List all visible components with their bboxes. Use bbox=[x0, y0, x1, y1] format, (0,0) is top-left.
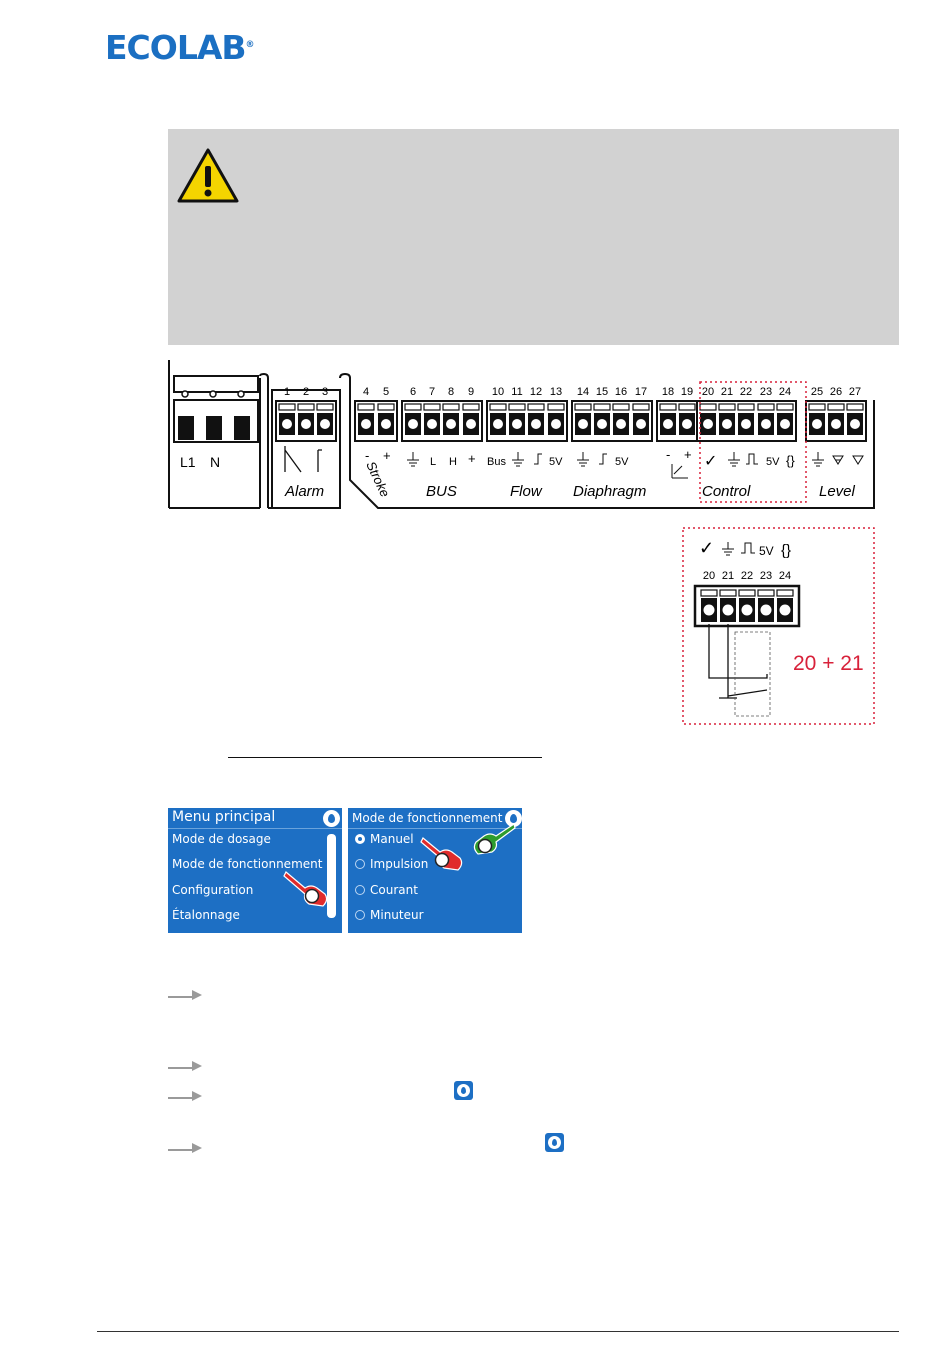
terminal-number: 21 bbox=[720, 386, 734, 398]
terminal-screw bbox=[831, 419, 841, 429]
terminal-number: 24 bbox=[778, 386, 792, 398]
terminal-screw bbox=[493, 419, 503, 429]
stroke-plus: + bbox=[383, 448, 391, 463]
detail-terminal-tab bbox=[720, 590, 736, 596]
terminal-number: 15 bbox=[595, 386, 609, 398]
terminal-screw bbox=[636, 419, 646, 429]
group-label-control: Control bbox=[702, 483, 751, 500]
terminal-tab bbox=[405, 404, 421, 410]
terminal-tab bbox=[443, 404, 459, 410]
terminal-tab bbox=[679, 404, 695, 410]
terminal-tab bbox=[613, 404, 629, 410]
detail-check-icon: ✓ bbox=[699, 538, 715, 558]
terminal-tab bbox=[279, 404, 295, 410]
warning-triangle-icon bbox=[176, 147, 240, 205]
terminal-screw bbox=[682, 419, 692, 429]
terminal-screw bbox=[531, 419, 541, 429]
terminal-tab bbox=[758, 404, 774, 410]
terminal-screw bbox=[301, 419, 311, 429]
detail-terminal-number: 23 bbox=[759, 570, 773, 582]
terminal-tab bbox=[700, 404, 716, 410]
detail-terminal-number: 21 bbox=[721, 570, 735, 582]
terminal-screw bbox=[512, 419, 522, 429]
terminal-tab bbox=[463, 404, 479, 410]
terminal-tab bbox=[777, 404, 793, 410]
arrow-right-icon bbox=[168, 1089, 204, 1103]
detail-terminal-tab bbox=[701, 590, 717, 596]
group-label-level: Level bbox=[819, 483, 855, 500]
radio-manual[interactable] bbox=[355, 834, 365, 844]
terminal-screw bbox=[703, 419, 713, 429]
menu-item-calibration[interactable]: Étalonnage bbox=[172, 908, 240, 922]
terminal-screw bbox=[761, 419, 771, 429]
check-icon: ✓ bbox=[704, 453, 718, 470]
terminal-number: 26 bbox=[829, 386, 843, 398]
terminal-number: 22 bbox=[739, 386, 753, 398]
detail-terminal-screw bbox=[780, 605, 791, 616]
mains-breaker bbox=[174, 376, 258, 442]
terminal-screw bbox=[850, 419, 860, 429]
terminal-number: 20 bbox=[701, 386, 715, 398]
option-pulse-label: Impulsion bbox=[370, 857, 429, 871]
detail-braces: {} bbox=[781, 542, 792, 559]
detail-terminal-number: 20 bbox=[702, 570, 716, 582]
terminal-number: 10 bbox=[491, 386, 505, 398]
detail-terminal-screw bbox=[723, 605, 734, 616]
group-label-stroke: Stroke bbox=[363, 458, 393, 500]
terminal-number: 8 bbox=[447, 386, 455, 398]
group-label-flow: Flow bbox=[510, 483, 542, 500]
terminal-screw bbox=[551, 419, 561, 429]
menu-item-operating-mode[interactable]: Mode de fonctionnement bbox=[172, 857, 323, 871]
terminal-number: 14 bbox=[576, 386, 590, 398]
option-timer-label: Minuteur bbox=[370, 908, 424, 922]
flow-bus-label: Bus bbox=[487, 456, 506, 468]
terminal-number: 9 bbox=[467, 386, 475, 398]
diaphragm-5v-label: 5V bbox=[615, 456, 629, 468]
warning-box bbox=[168, 129, 899, 345]
drop-button-icon bbox=[454, 1081, 473, 1100]
terminal-screw bbox=[361, 419, 371, 429]
terminal-screw bbox=[408, 419, 418, 429]
terminal-tab bbox=[378, 404, 394, 410]
terminal-screw bbox=[466, 419, 476, 429]
terminal-blocks bbox=[276, 401, 866, 441]
detail-terminal-block bbox=[701, 590, 793, 622]
screen-title-divider bbox=[168, 828, 342, 829]
drop-button-icon[interactable] bbox=[323, 810, 340, 827]
terminal-tab bbox=[719, 404, 735, 410]
terminal-number: 11 bbox=[511, 386, 523, 398]
control-detail bbox=[655, 520, 885, 730]
detail-terminal-screw bbox=[761, 605, 772, 616]
terminal-number: 4 bbox=[362, 386, 370, 398]
menu-item-configuration[interactable]: Configuration bbox=[172, 883, 254, 897]
group-label-bus: BUS bbox=[426, 483, 457, 500]
sensor-minus: - bbox=[666, 447, 671, 462]
screen-main-title: Menu principal bbox=[172, 809, 276, 825]
terminal-screw bbox=[722, 419, 732, 429]
terminal-number: 25 bbox=[810, 386, 824, 398]
terminal-screw bbox=[663, 419, 673, 429]
radio-current[interactable] bbox=[355, 885, 365, 895]
detail-terminal-screw bbox=[742, 605, 753, 616]
terminal-tab bbox=[738, 404, 754, 410]
terminal-number: 16 bbox=[614, 386, 628, 398]
bus-h-label: H bbox=[449, 456, 457, 468]
terminal-screw bbox=[446, 419, 456, 429]
terminal-screw bbox=[427, 419, 437, 429]
detail-terminal-tab bbox=[739, 590, 755, 596]
pointing-hand-icon bbox=[283, 866, 333, 908]
terminal-screw bbox=[812, 419, 822, 429]
confirm-hand-icon bbox=[468, 822, 516, 858]
terminal-number: 3 bbox=[321, 386, 329, 398]
flow-5v-label: 5V bbox=[549, 456, 563, 468]
screen-main-menu bbox=[168, 808, 342, 933]
sensor-plus: + bbox=[684, 447, 692, 462]
terminal-tab bbox=[847, 404, 863, 410]
terminal-screw bbox=[578, 419, 588, 429]
terminal-tab bbox=[509, 404, 525, 410]
terminal-screw bbox=[381, 419, 391, 429]
screen-mode-title: Mode de fonctionnement bbox=[352, 811, 503, 825]
terminal-tab bbox=[809, 404, 825, 410]
terminal-screw bbox=[780, 419, 790, 429]
ecolab-logo: ECOLAB® bbox=[105, 28, 254, 67]
control-braces: {} bbox=[786, 453, 795, 468]
terminal-number: 23 bbox=[759, 386, 773, 398]
terminal-screw bbox=[597, 419, 607, 429]
terminal-tab bbox=[358, 404, 374, 410]
stroke-minus: - bbox=[365, 448, 370, 463]
detail-terminal-tab bbox=[758, 590, 774, 596]
terminal-tab bbox=[575, 404, 591, 410]
terminal-number: 12 bbox=[529, 386, 543, 398]
option-current-label: Courant bbox=[370, 883, 418, 897]
mains-label-l1: L1 bbox=[180, 454, 196, 470]
menu-item-dosing-mode[interactable]: Mode de dosage bbox=[172, 832, 271, 846]
option-manual-label: Manuel bbox=[370, 832, 414, 846]
terminal-tab bbox=[633, 404, 649, 410]
detail-terminal-number: 24 bbox=[778, 570, 792, 582]
detail-connection-label: 20 + 21 bbox=[793, 652, 864, 675]
terminal-number: 2 bbox=[302, 386, 310, 398]
arrow-right-icon bbox=[168, 1059, 204, 1073]
terminal-screw bbox=[616, 419, 626, 429]
arrow-right-icon bbox=[168, 988, 204, 1002]
terminal-tab bbox=[828, 404, 844, 410]
screen-operating-mode bbox=[348, 808, 522, 933]
group-label-alarm: Alarm bbox=[285, 483, 325, 500]
terminal-tab bbox=[490, 404, 506, 410]
radio-timer[interactable] bbox=[355, 910, 365, 920]
pointing-hand-icon bbox=[420, 834, 466, 874]
terminal-tab bbox=[298, 404, 314, 410]
terminal-tab bbox=[424, 404, 440, 410]
terminal-number: 17 bbox=[634, 386, 648, 398]
arrow-right-icon bbox=[168, 1141, 204, 1155]
bus-l-label: L bbox=[430, 456, 437, 468]
radio-pulse[interactable] bbox=[355, 859, 365, 869]
terminal-tab bbox=[594, 404, 610, 410]
mains-label-n: N bbox=[210, 454, 221, 470]
terminal-tab bbox=[317, 404, 333, 410]
detail-terminal-screw bbox=[704, 605, 715, 616]
control-5v-label: 5V bbox=[766, 456, 780, 468]
terminal-number: 1 bbox=[283, 386, 291, 398]
terminal-number: 5 bbox=[382, 386, 390, 398]
detail-terminal-number: 22 bbox=[740, 570, 754, 582]
terminal-screw bbox=[282, 419, 292, 429]
terminal-number: 7 bbox=[428, 386, 436, 398]
terminal-number: 18 bbox=[661, 386, 675, 398]
terminal-tab bbox=[528, 404, 544, 410]
section-underline bbox=[228, 757, 542, 758]
terminal-number: 6 bbox=[409, 386, 417, 398]
detail-terminal-tab bbox=[777, 590, 793, 596]
terminal-number: 13 bbox=[549, 386, 563, 398]
terminal-tab bbox=[548, 404, 564, 410]
terminal-screw bbox=[320, 419, 330, 429]
terminal-number: 19 bbox=[680, 386, 694, 398]
terminal-number: 27 bbox=[848, 386, 862, 398]
terminal-screw bbox=[741, 419, 751, 429]
bus-plus-label: + bbox=[468, 451, 476, 466]
terminal-diagram bbox=[168, 360, 878, 510]
drop-button-icon bbox=[545, 1133, 564, 1152]
group-label-diaphragm: Diaphragm bbox=[573, 483, 647, 500]
detail-5v-label: 5V bbox=[759, 544, 774, 558]
terminal-tab bbox=[660, 404, 676, 410]
footer-rule bbox=[97, 1331, 899, 1332]
